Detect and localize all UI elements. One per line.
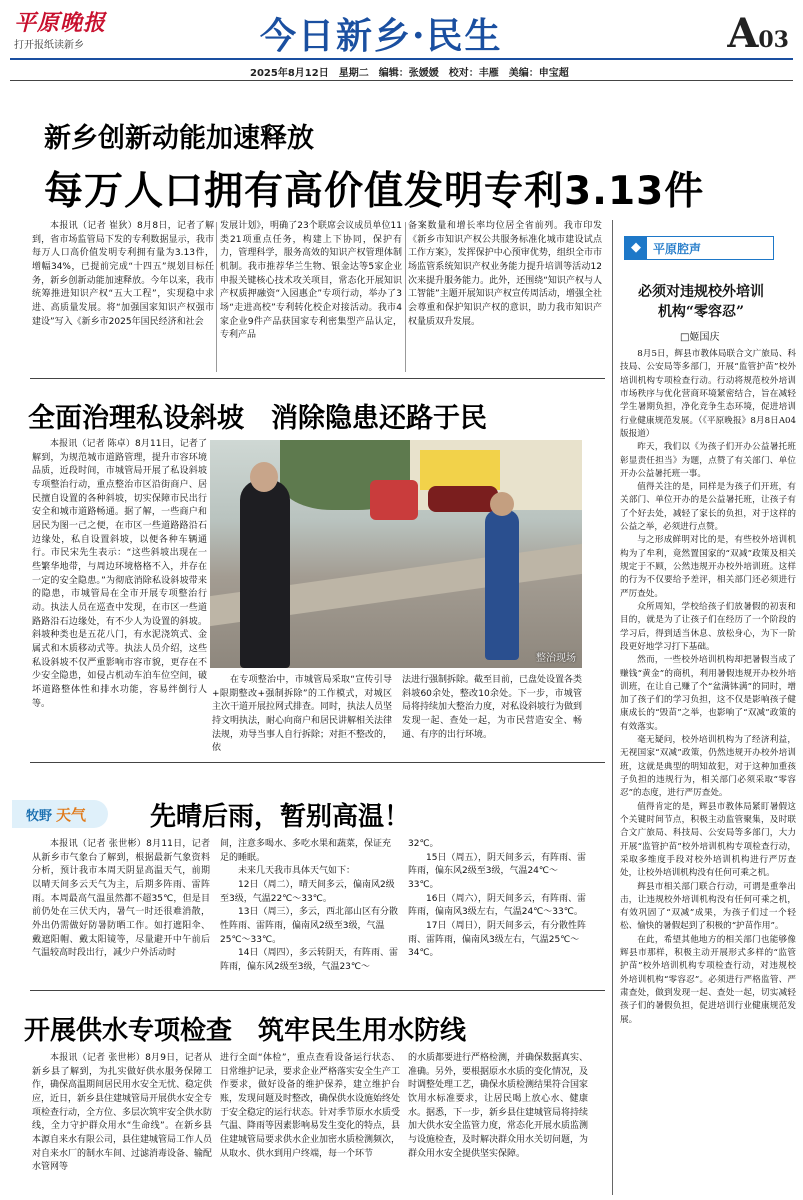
column-paragraph: 众所周知，学校给孩子们放暑假的初衷和目的，就是为了让孩子们在经历了一个阶段的学习后，得到适当休息、放松身心，为下一阶段更好地学习打下基础。 — [620, 601, 796, 652]
column-paragraph: 毫无疑问，校外培训机构为了经济利益，无视国家“双减”政策，仍然违规开办校外培训班，这就是典型的明知故犯，对于这种加重孩子负担的违规行为，相关部门必须采取“零容忍”的态度，进行严厉查处。 — [620, 735, 796, 799]
story2-col2: 在专项整治中，市城管局采取“宣传引导+限期整改+强制拆除”的工作模式，对城区主次干道开展拉网式排查。同时，执法人员坚持文明执法，耐心向商户和居民讲解相关法律法规，劝导当事人自行拆除；对拒不整改的，依 — [212, 675, 392, 754]
story4-headline: 开展供水专项检查 筑牢民生用水防线 — [24, 1016, 467, 1046]
story2-headline: 全面治理私设斜坡 消除隐患还路于民 — [28, 403, 487, 434]
weather-line: 13日（周三），多云，西北部山区有分散性阵雨、雷阵雨，偏南风2级至3级，气温25℃～33℃。 — [220, 907, 398, 945]
paper-logo: 平原晚报 — [14, 10, 107, 36]
page-letter: A — [727, 10, 759, 57]
column-divider — [612, 220, 613, 1195]
photo-officer — [485, 510, 519, 660]
photo-car — [428, 486, 498, 512]
photo-caption: 整治现场 — [536, 653, 576, 664]
news-photo — [210, 440, 582, 668]
column-paragraph: 在此，希望其他地方的相关部门也能够像辉县市那样，积极主动开展形式多样的“监管护苗”校外培训机构专项检查行动，对违规校外培训机构“零容忍”。必须进行严格监管、严肃查处，做到发现一起、查处一起，切实减轻孩子们的暑假负担，促进培训行业健康规范发展。 — [620, 934, 796, 1025]
section-rule — [30, 378, 605, 379]
column-paragraph: 与之形成鲜明对比的是，有些校外培训机构为了牟利，竟然置国家的“双减”政策及相关规定于不顾，公然违规开办校外培训班。这样的行为不仅要给予差评，相关部门还必须进行严厉查处。 — [620, 535, 796, 599]
story2-col1: 本报讯（记者 陈卓）8月11日，记者了解到，为规范城市道路管理，提升市容环境品质，近段时间，市城管局开展了私设斜坡专项整治行动，重点整治市区沿街商户、居民擅自设置的各种斜坡，切实保障市民出行安全和城市道路畅通。据了解，一些商户和居民为图一己之便，在市区一些道路路沿石边缘处，私自设置斜坡，以便各种车辆通行。市民宋先生表示：“这些斜坡出现在一些繁华地带，与周边环境格格不入，并存在一定的安全隐患。”为彻底消除私设斜坡带来的隐患，市城管局在全市开展专项整治行动。执法人员在巡查中发现，在市区一些道路路沿石边缘处，有不少人为设置的斜坡。斜坡种类也是五花八门，有水泥浇筑式、金属式和木质移动式等。执法人员介绍，这些私设斜坡不仅严重影响市容市貌，更存在不少安全隐患，如侵占机动车泊车位空间，破坏道路整体性和排水功能，容易绊倒行人等。 — [32, 439, 207, 709]
photo-person-left — [240, 480, 290, 668]
weather-tag-b: 天气 — [56, 806, 87, 824]
masthead-rule-top — [10, 58, 793, 60]
column-paragraph: 昨天，我们以《为孩子们开办公益暑托班彰显责任担当》为题，点赞了有关部门、单位开办公益暑托班一事。 — [620, 442, 796, 479]
story4-col2: 进行全面“体检”，重点查看设备运行状态、日常维护记录，要求企业严格落实安全生产工作要求，做好设备的维护保养，建立维护台账，发现问题及时整改，确保供水设施始终处于安全稳定的运行状态。针对季节原水水质受气温、降雨等因素影响易发生变化的特点，县住建城管局要求供水企业加密水质检测频次，从取水、供水到用户终端，每一个环节 — [220, 1053, 400, 1159]
masthead — [0, 0, 803, 82]
column-paragraph: 辉县市相关部门联合行动，可谓是重拳出击，让违规校外培训机构没有任何可乘之机，有效巩固了“双减”成果，为孩子们过一个轻松、愉快的暑假起到了积极的“护苗作用”。 — [620, 881, 796, 932]
section-rule — [30, 762, 605, 763]
story2-col3: 法进行强制拆除。截至目前，已盘处设置各类斜坡60余处，整改10余处。下一步，市城管局将持续加大整治力度，对私设斜坡行为做到发现一起、查处一起，为市民营造安全、畅通、有序的出行环境。 — [402, 675, 582, 740]
story1-col1: 本报讯（记者 崔狄）8月8日，记者了解到，省市场监管局下发的专利数据显示，我市每万人口高价值发明专利拥有量为3.13件，增幅34%，已提前完成“十四五”规划目标任务，新乡创新动能加速释放。今年以来，我市统筹推进知识产权“五大工程”，实现稳中求进、高质量发展。将“加强国家知识产权强市建设”写入《新乡市2025年国民经济和社会 — [32, 221, 214, 327]
masthead-rule-bottom — [10, 80, 793, 81]
story1-col2: 发展计划》，明确了23个联席会议成员单位11类21项重点任务，构建上下协同，保护有力，管理科学，服务高效的知识产权管理体制机制。我市推荐华兰生物、银金达等5家企业申报关键核心技术攻关项目，常态化开展知识产权质押融资“入园惠企”专项行动，举办了3场“走进高校”专利转化校企对接活动。我市4家企业9件产品获国家专利密集型产品认定，专利产品 — [220, 221, 402, 341]
weather-tag-a: 牧野 — [26, 809, 53, 824]
weather-line: 17日（周日），阴天间多云，有分散性阵雨、雷阵雨，偏南风3级左右，气温25℃～34℃。 — [408, 921, 586, 959]
photo-shop — [420, 450, 500, 490]
story3-col3 — [408, 838, 586, 980]
column-paragraph: 8月5日，辉县市教体局联合文广旅局、科技局、公安局等多部门，开展“监管护苗”校外培训机构专项检查行动。行动将规范校外培训市场秩序与优化营商环境紧密结合，旨在减轻学生暑期负担，净化竞争生态环境，促进培训行业健康规范发展。（《平原晚报》8月8日A04版报道） — [620, 349, 796, 439]
story1-headline: 每万人口拥有高价值发明专利3.13件 — [44, 169, 705, 214]
section-title: 今日新乡·民生 — [260, 15, 503, 57]
page-number: 03 — [758, 27, 789, 53]
story4-col3: 的水质都要进行严格检测，并确保数据真实、准确。另外，要根据原水水质的变化情况，及时调整处理工艺，确保水质检测结果符合国家饮用水标准要求，让居民喝上放心水、健康水。据悉，下一步，新乡县住建城管局将持续加大供水安全监管力度，常态化开展水质监测与设施检查，及时解决群众用水关切问题，为群众用水安全提供坚实保障。 — [408, 1053, 588, 1159]
column-body — [620, 348, 796, 1196]
page-code — [727, 10, 789, 57]
column-tag-icon: ◆ — [625, 237, 647, 259]
column-tag-label: 平原腔声 — [653, 242, 702, 256]
column-tag — [624, 236, 774, 260]
photo-person-left-head — [250, 462, 278, 492]
weather-tag — [12, 800, 108, 828]
story4-col1: 本报讯（记者 张世彬）8月9日，记者从新乡县了解到，为扎实做好供水服务保障工作，确保高温期间居民用水安全无忧、稳定供应，近日，新乡县住建城管局开展供水安全专项检查行动，全方位、多层次筑牢安全供水防线，全力守护群众用水“生命线”。在新乡县本源自来水有限公司，县住建城管局工作人员对自来水厂的制水车间、过滤消毒设备、输配水管网等 — [32, 1053, 212, 1173]
weather-line: 32℃。 — [408, 839, 439, 849]
divider — [216, 222, 217, 372]
column-paragraph: 值得肯定的是，辉县市教体局紧盯暑假这个关键时间节点，积极主动监管聚集，及时联合文广旅局、科技局、公安局等多部门，大力开展“监管护苗”校外培训机构专项检查行动，采取多维度手段对校外培训机构进行严厉查处，让校外培训机构没有任何可乘之机。 — [620, 801, 796, 879]
photo-tricycle — [370, 480, 418, 520]
column-headline: 必须对违规校外培训机构“零容忍” — [638, 284, 764, 321]
story1-col3: 备案数量和增长率均位居全省前列。我市印发《新乡市知识产权公共服务标准化城市建设试点工作方案》，发挥保护中心预审优势，组织全市市场监管系统知识产权业务能力提升培训等活动12次来提升服务能力。此外，还围绕“知识产权与人工智能”主题开展知识产权宣传周活动，增强全社会尊重和保护知识产权的意识，助力我市知识产权量质双升发展。 — [408, 221, 602, 327]
weather-line: 15日（周五），阴天间多云，有阵雨、雷阵雨，偏东风2级至3级，气温24℃～33℃。 — [408, 852, 586, 891]
section-rule — [30, 990, 605, 991]
weather-line: 16日（周六），阴天间多云，有阵雨、雷阵雨，偏南风3级左右，气温24℃～33℃。 — [408, 893, 586, 918]
story1-kicker: 新乡创新动能加速释放 — [44, 123, 314, 154]
column-paragraph: 值得关注的是，同样是为孩子们开班，有关部门、单位开办的是公益暑托班，让孩子有了个好去处，减轻了家长的负担，对于这样的公益之举，必须进行点赞。 — [620, 482, 796, 533]
story3-col1: 本报讯（记者 张世彬）8月11日，记者从新乡市气象台了解到，根据最新气象资料分析，预计我市本周天阴显高温天气，前期以晴天间多云天气为主，后期多阵雨、雷阵雨。本周最高气温虽然都不超35℃，但是目前仍处在三伏天内，暑气一时还很难消散，外出仍需做好防暑防晒工作。如打遮阳伞、戴遮阳帽、戴太阳镜等，尽量避开中午前后气温较高时段出行，减少户外活动时 — [32, 839, 210, 959]
weather-line: 12日（周二），晴天间多云，偏南风2级至3级，气温22℃～33℃。 — [220, 880, 395, 904]
weather-line: 未来几天我市具体天气如下： — [238, 866, 356, 877]
weather-line: 间，注意多喝水、多吃水果和蔬菜，保证充足的睡眠。 — [220, 839, 392, 863]
divider — [405, 222, 406, 372]
column-author: □姬国庆 — [680, 332, 720, 343]
column-paragraph: 然而，一些校外培训机构却把暑假当成了赚钱“黄金”的商机，利用暑假违规开办校外培训班，在让自己赚了个“盆满钵满”的同时，增加了孩子们的学习负担，这不仅是影响孩子健康成长的“毁苗”之举，也影响了“双减”政策的有效落实。 — [620, 655, 796, 732]
photo-officer-head — [490, 492, 514, 516]
weather-line: 14日（周四），多云转阴天，有阵雨、雷阵雨，偏东风2级至3级，气温23℃～ — [220, 948, 398, 973]
paper-slogan: 打开报纸读新乡 — [14, 40, 84, 51]
story3-headline: 先晴后雨，暂别高温！ — [150, 802, 411, 832]
story3-col2 — [220, 838, 398, 980]
issue-line: 2025年8月12日 星期二 编辑：张媛媛 校对：丰雁 美编：申宝超 — [250, 68, 569, 79]
